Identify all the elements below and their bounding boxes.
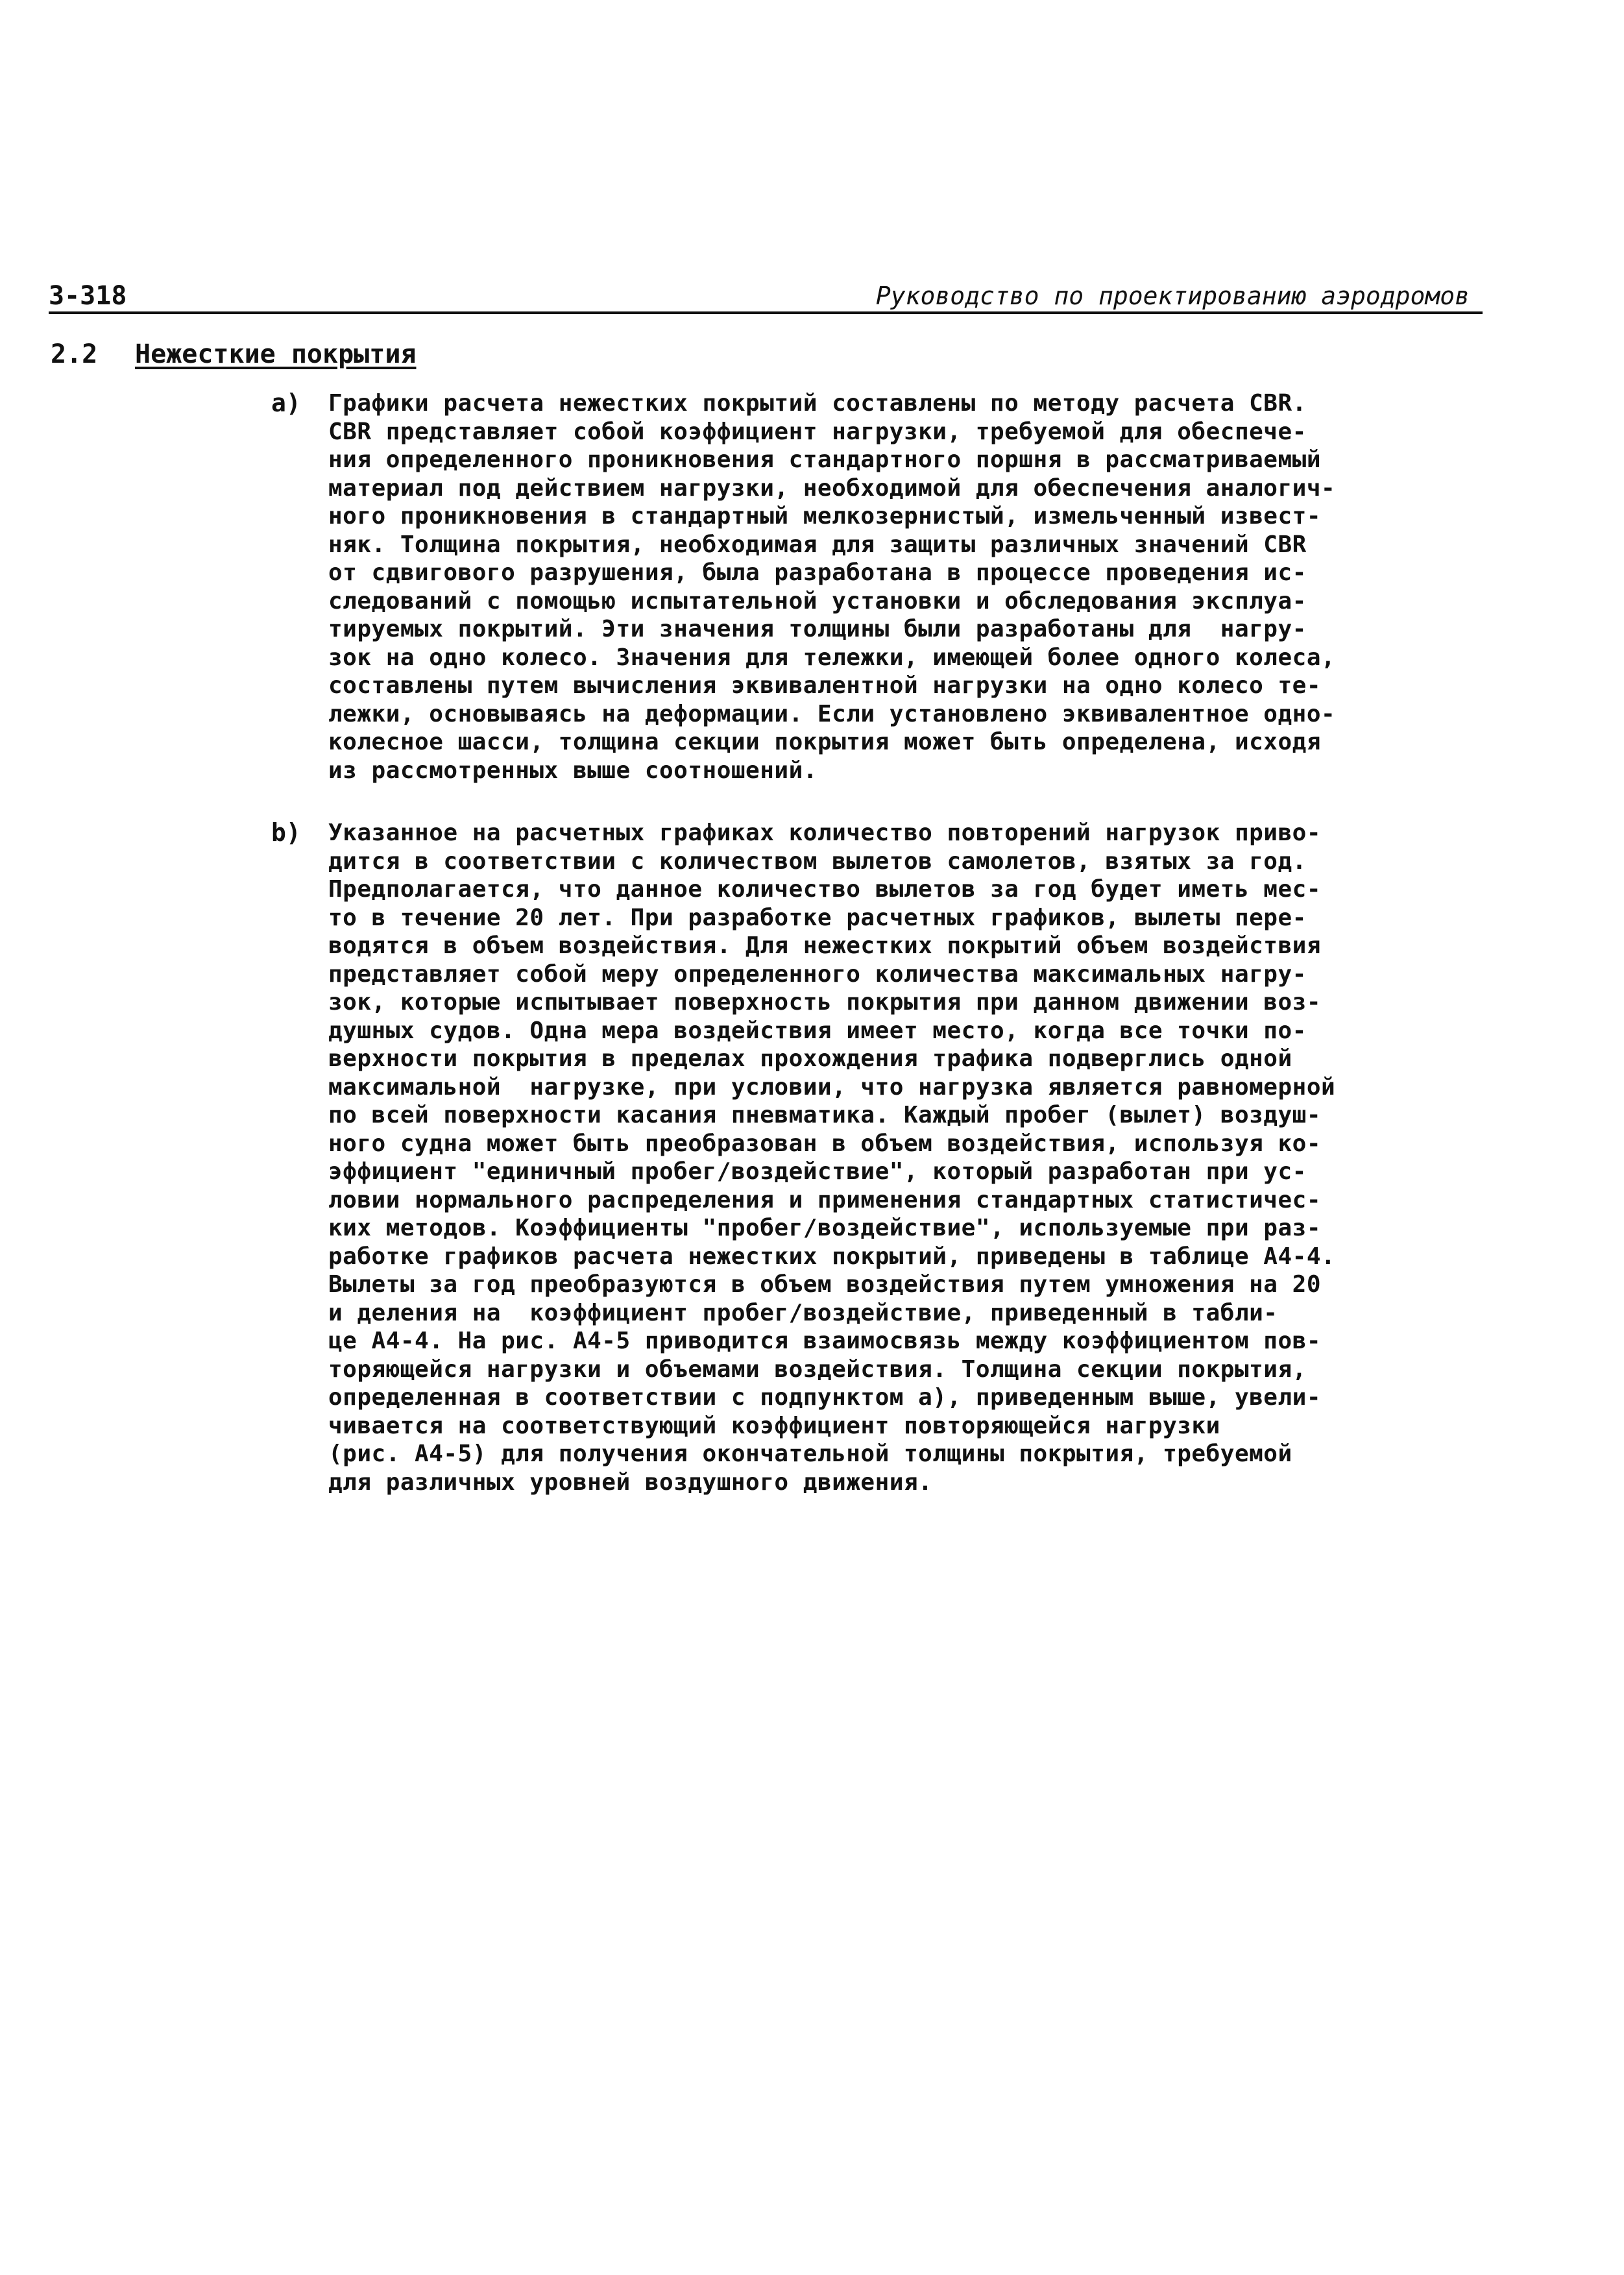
paragraph-text [328,819,1516,1496]
text-line: ния определенного проникновения стандартного поршня в рассматриваемый [328,446,1321,473]
text-line: (рис. A4-5) для получения окончательной толщины покрытия, требуемой [328,1441,1292,1467]
text-line: и деления на коэффициент пробег/воздействие, приведенный в табли- [328,1299,1278,1326]
text-line: то в течение 20 лет. При разработке расчетных графиков, вылеты пере- [328,904,1307,931]
text-line: представляет собой меру определенного количества максимальных нагру- [328,960,1307,988]
text-line: чивается на соответствующий коэффициент повторяющейся нагрузки [328,1412,1220,1439]
paragraph-text [328,389,1516,785]
page-header [49,280,1483,314]
paragraph-marker: b) [271,818,301,847]
text-line: из рассмотренных выше соотношений. [328,757,818,784]
text-line: от сдвигового разрушения, была разработана в процессе проведения ис- [328,559,1307,586]
paragraph-marker: a) [271,389,301,417]
text-line: материал под действием нагрузки, необходимой для обеспечения аналогич- [328,474,1336,502]
text-line: эффициент "единичный пробег/воздействие", который разработан при ус- [328,1158,1307,1185]
text-line: няк. Толщина покрытия, необходимая для защиты различных значений CBR [328,531,1307,558]
section-number: 2.2 [51,339,98,369]
running-title: Руководство по проектированию аэродромов [875,282,1470,310]
text-line: Указанное на расчетных графиках количество повторений нагрузок приво- [328,820,1321,846]
text-line: Вылеты за год преобразуются в объем воздействия путем умножения на 20 [328,1271,1321,1298]
text-line: зок на одно колесо. Значения для тележки, имеющей более одного колеса, [328,644,1336,671]
text-line: CBR представляет собой коэффициент нагрузки, требуемой для обеспече- [328,418,1307,445]
text-line: душных судов. Одна мера воздействия имеет место, когда все точки по- [328,1017,1307,1044]
text-line: Предполагается, что данное количество вылетов за год будет иметь мес- [328,876,1321,903]
text-line: ловии нормального распределения и применения стандартных статистичес- [328,1186,1321,1213]
text-line: лежки, основываясь на деформации. Если установлено эквивалентное одно- [328,700,1336,727]
text-line: определенная в соответствии с подпунктом а), приведенным выше, увели- [328,1384,1321,1411]
text-line: составлены путем вычисления эквивалентной нагрузки на одно колесо те- [328,672,1321,699]
text-line: це A4-4. На рис. A4-5 приводится взаимосвязь между коэффициентом пов- [328,1328,1321,1354]
text-line: ного проникновения в стандартный мелкозернистый, измельченный извест- [328,503,1321,529]
text-line: зок, которые испытывает поверхность покрытия при данном движении воз- [328,989,1321,1016]
text-line: Графики расчета нежестких покрытий составлены по методу расчета CBR. [328,390,1307,417]
page-number: 3-318 [49,281,127,311]
text-line: по всей поверхности касания пневматика. Каждый пробег (вылет) воздуш- [328,1102,1321,1128]
text-line: для различных уровней воздушного движения. [328,1468,933,1496]
text-line: дится в соответствии с количеством вылетов самолетов, взятых за год. [328,847,1307,875]
text-line: ного судна может быть преобразован в объем воздействия, используя ко- [328,1130,1321,1157]
text-line: тируемых покрытий. Эти значения толщины были разработаны для нагру- [328,616,1307,642]
text-line: колесное шасси, толщина секции покрытия может быть определена, исходя [328,729,1321,755]
text-line: следований с помощью испытательной установки и обследования эксплуа- [328,587,1307,614]
text-line: работке графиков расчета нежестких покрытий, приведены в таблице A4-4. [328,1243,1336,1270]
text-line: ких методов. Коэффициенты "пробег/воздействие", используемые при раз- [328,1215,1321,1241]
text-line: верхности покрытия в пределах прохождения трафика подверглись одной [328,1045,1292,1072]
text-line: торяющейся нагрузки и объемами воздействия. Толщина секции покрытия, [328,1356,1307,1383]
text-line: водятся в объем воздействия. Для нежестких покрытий объем воздействия [328,932,1321,959]
text-line: максимальной нагрузке, при условии, что нагрузка является равномерной [328,1073,1336,1101]
section-title: Нежесткие покрытия [135,339,417,369]
section-heading [51,339,416,370]
